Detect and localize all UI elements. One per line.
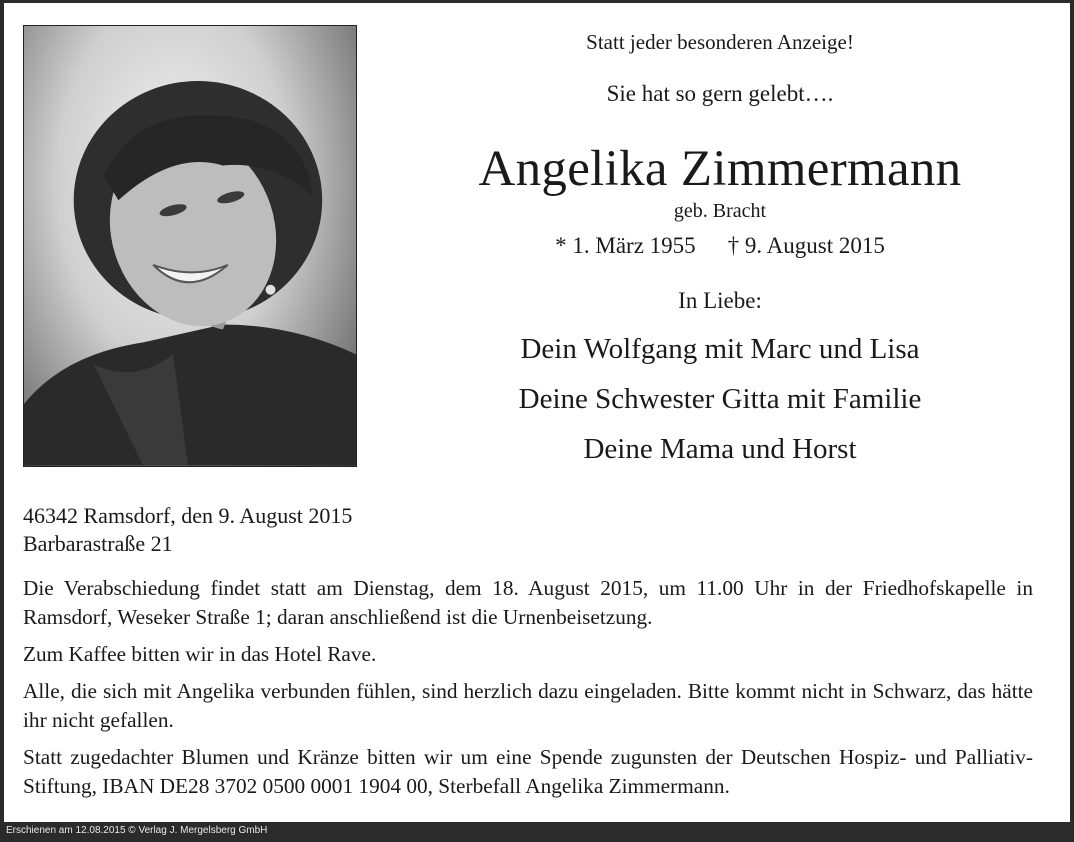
address-city-date: 46342 Ramsdorf, den 9. August 2015 [23, 503, 353, 528]
mourner-line: Dein Wolfgang mit Marc und Lisa [520, 333, 920, 365]
portrait-photo [23, 25, 357, 467]
paragraph: Zum Kaffee bitten wir in das Hotel Rave. [23, 642, 377, 666]
portrait-image [24, 26, 356, 466]
death-date: † 9. August 2015 [727, 233, 885, 258]
paragraph: Alle, die sich mit Angelika verbunden fühlen, sind herzlich dazu eingeladen. Bitte kommt nicht in Schwarz, das hätte ihr nicht gefallen. [23, 679, 1033, 732]
address-block [23, 502, 352, 558]
publication-footer: Erschienen am 12.08.2015 © Verlag J. Mergelsberg GmbH [6, 825, 268, 836]
quote-line: Sie hat so gern gelebt…. [606, 81, 834, 106]
funeral-details [23, 574, 1033, 809]
life-dates [440, 233, 1000, 259]
mourner-line: Deine Schwester Gitta mit Familie [518, 383, 922, 415]
birth-date: * 1. März 1955 [555, 233, 696, 258]
intro-line: Statt jeder besonderen Anzeige! [586, 30, 854, 54]
mourner-line: Deine Mama und Horst [583, 433, 857, 465]
address-street: Barbarastraße 21 [23, 531, 173, 556]
love-intro: In Liebe: [678, 288, 762, 313]
paragraph: Die Verabschiedung findet statt am Dienstag, dem 18. August 2015, um 11.00 Uhr in der Friedhofskapelle in Ramsdorf, Weseker Straße 1; daran anschließend ist die Urnenbeisetzung. [23, 576, 1033, 629]
paragraph: Statt zugedachter Blumen und Kränze bitten wir um eine Spende zugunsten der Deutschen Hospiz- und Palliativ-Stiftung, IBAN DE28 3702 0500 0001 1904 00, Sterbefall Angelika Zimmermann. [23, 745, 1033, 798]
maiden-name: geb. Bracht [673, 200, 767, 222]
deceased-name: Angelika Zimmermann [478, 141, 962, 197]
